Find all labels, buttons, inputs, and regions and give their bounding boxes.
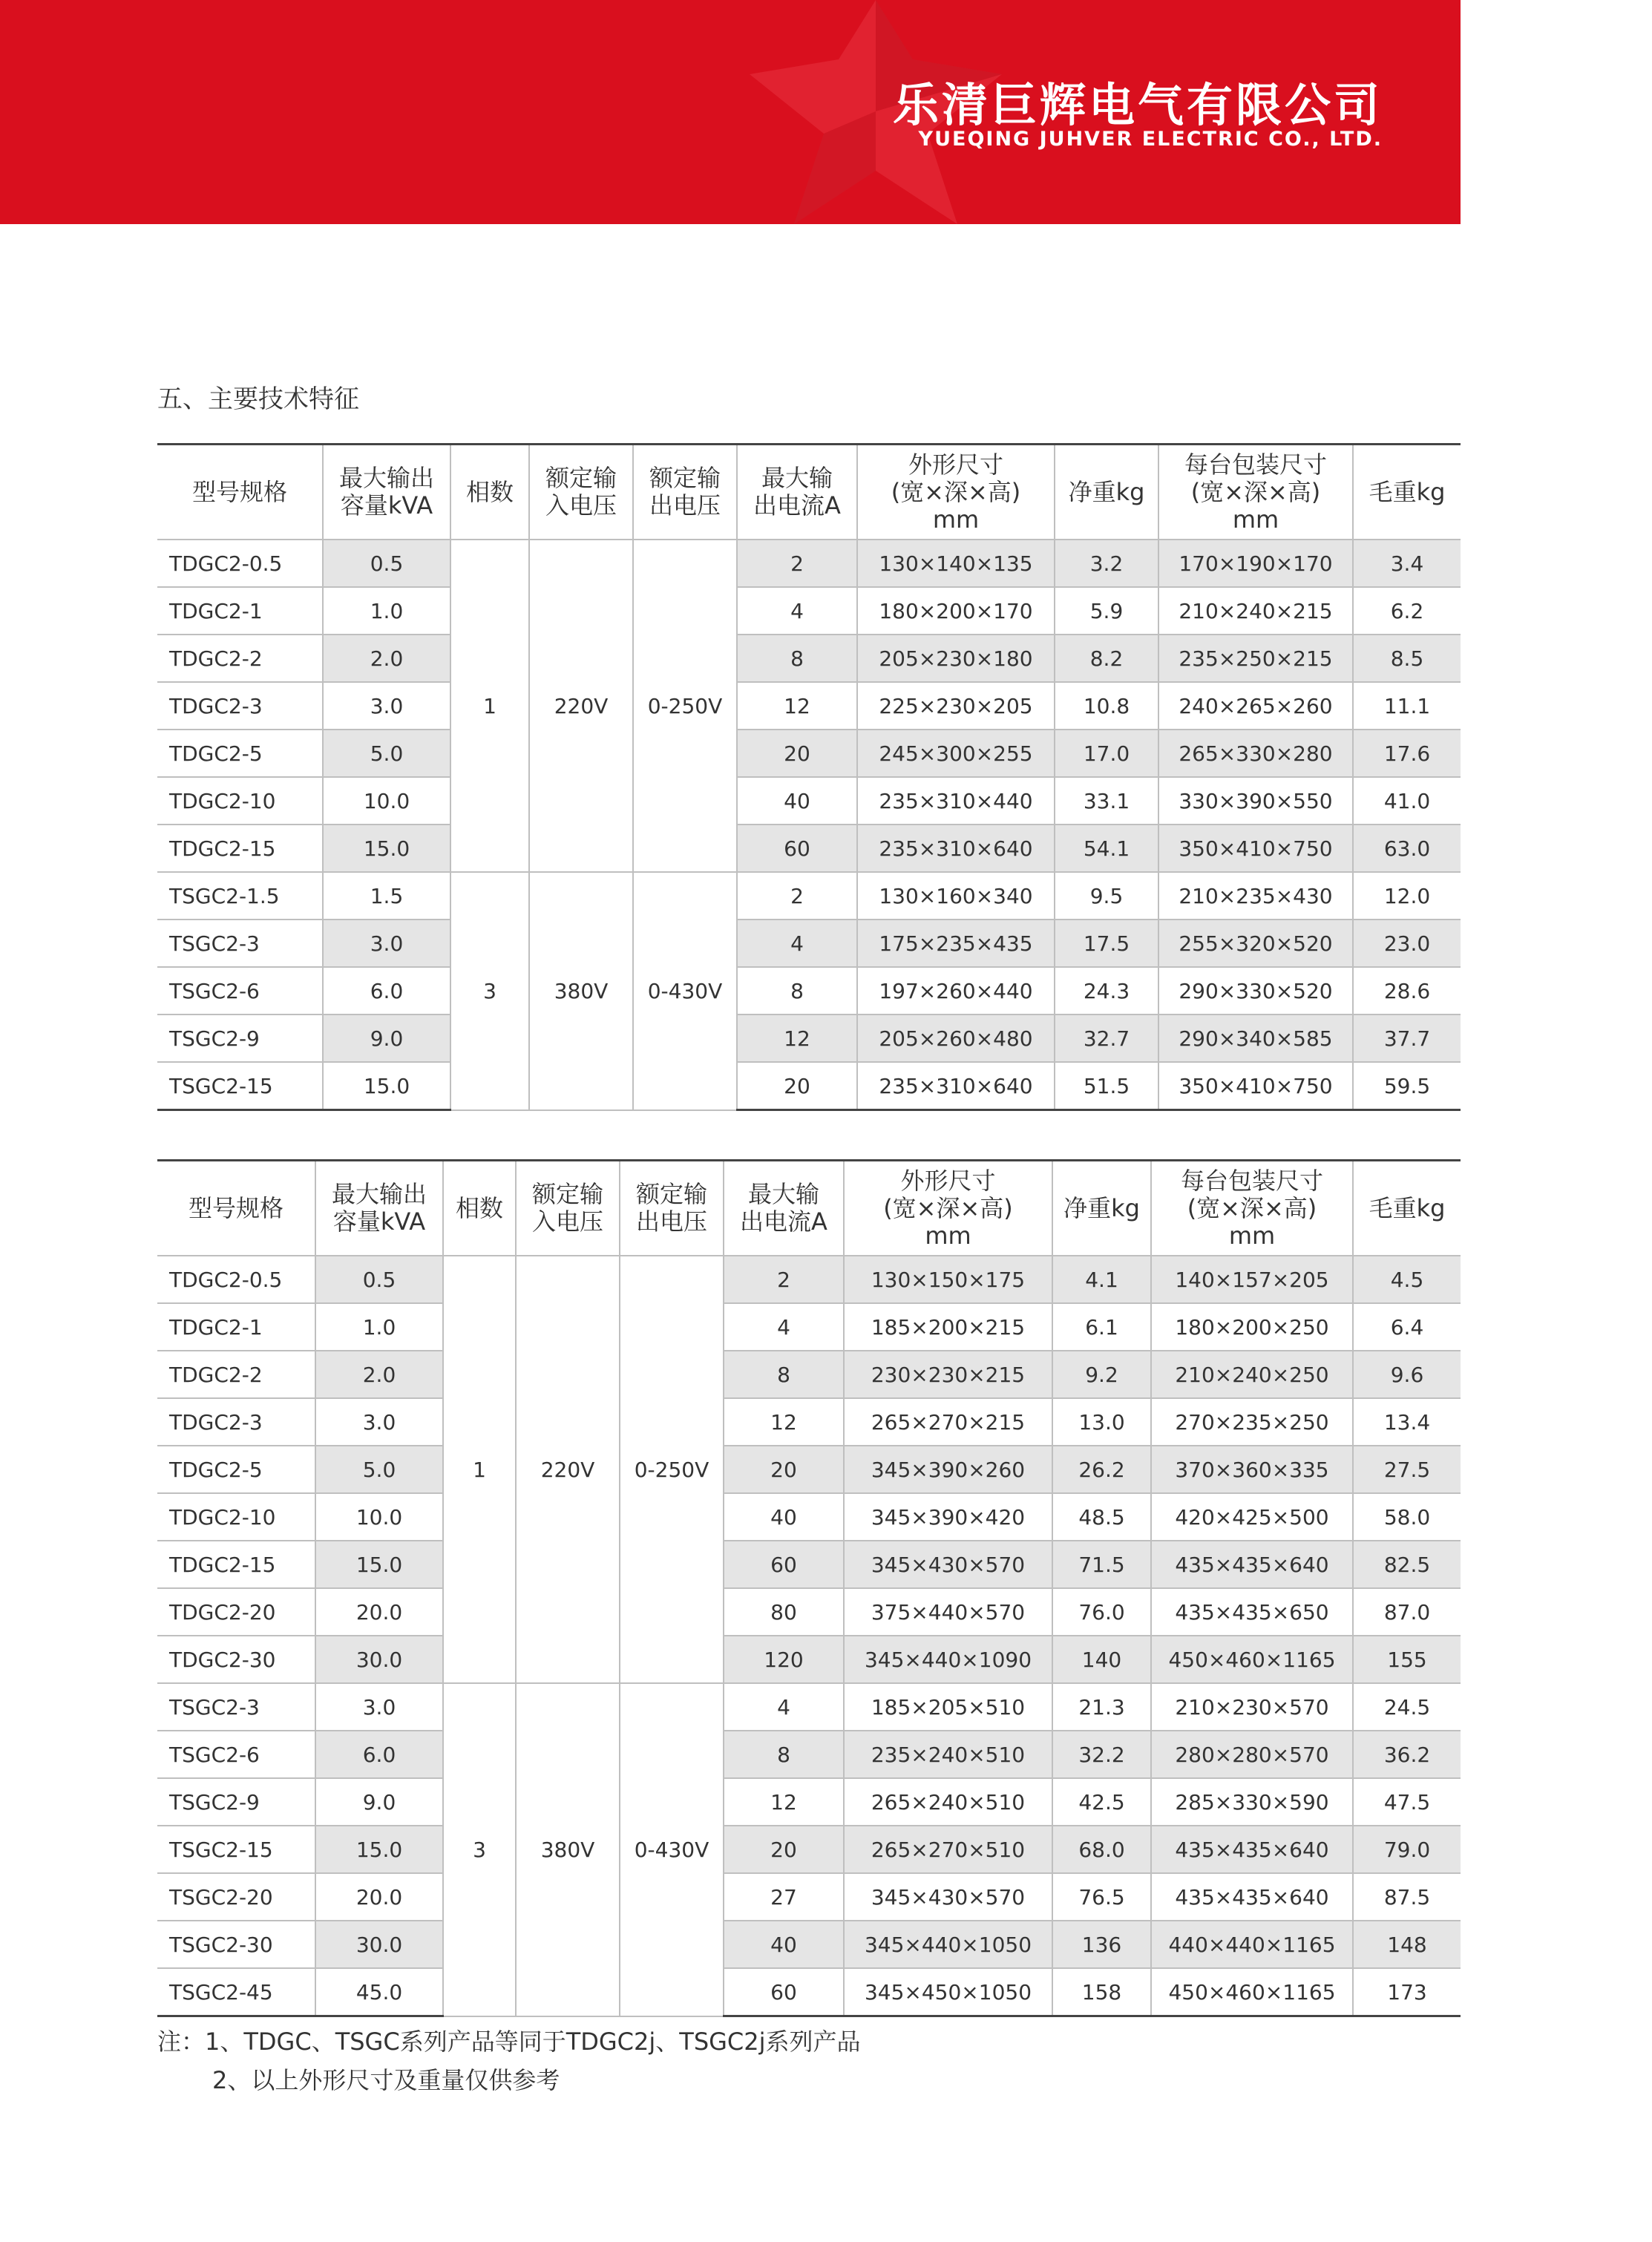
cell-gross-weight: 37.7 [1353,1015,1461,1062]
cell-model: TSGC2-6 [157,1731,315,1778]
cell-package-size: 435×435×650 [1151,1588,1353,1636]
cell-model: TSGC2-15 [157,1062,323,1110]
cell-package-size: 290×340×585 [1158,1015,1353,1062]
cell-model: TDGC2-2 [157,635,323,682]
cell-net-weight: 13.0 [1052,1398,1151,1446]
cell-net-weight: 68.0 [1052,1826,1151,1873]
cell-dimensions: 345×390×260 [844,1446,1052,1493]
cell-dimensions: 235×310×640 [857,825,1055,872]
cell-current: 4 [724,1683,844,1731]
cell-capacity: 15.0 [315,1541,443,1588]
cell-capacity: 0.5 [315,1256,443,1303]
table-row [157,967,1461,1015]
cell-model: TDGC2-1 [157,1303,315,1351]
cell-net-weight: 9.2 [1052,1351,1151,1398]
cell-capacity: 20.0 [315,1873,443,1921]
cell-model: TSGC2-3 [157,1683,315,1731]
cell-current: 40 [724,1493,844,1541]
cell-package-size: 210×240×215 [1158,587,1353,635]
table-row [157,730,1461,777]
cell-package-size: 265×330×280 [1158,730,1353,777]
cell-package-size: 210×240×250 [1151,1351,1353,1398]
cell-capacity: 5.0 [315,1446,443,1493]
column-header: 额定输 入电压 [529,445,633,540]
cell-model: TDGC2-3 [157,1398,315,1446]
cell-gross-weight: 12.0 [1353,872,1461,920]
cell-model: TDGC2-5 [157,730,323,777]
spec-table-1 [157,443,1461,1111]
cell-dimensions: 265×270×510 [844,1826,1052,1873]
cell-current: 20 [737,730,857,777]
cell-capacity: 6.0 [315,1731,443,1778]
cell-current: 60 [724,1968,844,2016]
table-row [157,635,1461,682]
table-row [157,1446,1461,1493]
table-row [157,825,1461,872]
cell-capacity: 10.0 [315,1493,443,1541]
table-row [157,1303,1461,1351]
cell-package-size: 180×200×250 [1151,1303,1353,1351]
column-header: 额定输 出电压 [620,1161,724,1256]
table-row [157,1541,1461,1588]
cell-gross-weight: 79.0 [1353,1826,1461,1873]
cell-capacity: 6.0 [323,967,450,1015]
cell-dimensions: 375×440×570 [844,1588,1052,1636]
cell-input-voltage: 220V [529,540,633,872]
cell-package-size: 290×330×520 [1158,967,1353,1015]
cell-input-voltage: 380V [529,872,633,1110]
cell-current: 2 [724,1256,844,1303]
column-header: 型号规格 [157,1161,315,1256]
cell-model: TDGC2-3 [157,682,323,730]
cell-current: 4 [737,920,857,967]
column-header: 相数 [443,1161,516,1256]
cell-net-weight: 32.7 [1055,1015,1158,1062]
cell-capacity: 15.0 [323,1062,450,1110]
cell-current: 60 [737,825,857,872]
cell-capacity: 15.0 [323,825,450,872]
cell-dimensions: 345×430×570 [844,1873,1052,1921]
cell-dimensions: 130×140×135 [857,540,1055,587]
cell-dimensions: 130×160×340 [857,872,1055,920]
cell-package-size: 435×435×640 [1151,1873,1353,1921]
cell-current: 12 [737,682,857,730]
cell-gross-weight: 17.6 [1353,730,1461,777]
cell-package-size: 210×230×570 [1151,1683,1353,1731]
company-name-cn: 乐清巨辉电气有限公司 [892,78,1383,132]
cell-package-size: 330×390×550 [1158,777,1353,825]
cell-gross-weight: 6.2 [1353,587,1461,635]
note-2: 2、以上外形尺寸及重量仅供参考 [212,2066,560,2094]
cell-net-weight: 21.3 [1052,1683,1151,1731]
cell-current: 4 [737,587,857,635]
section-title: 五、主要技术特征 [157,384,359,414]
table-row [157,1683,1461,1731]
cell-dimensions: 180×200×170 [857,587,1055,635]
header-banner [0,0,1461,224]
cell-net-weight: 54.1 [1055,825,1158,872]
cell-input-voltage: 380V [516,1683,620,2016]
cell-model: TSGC2-9 [157,1778,315,1826]
cell-dimensions: 230×230×215 [844,1351,1052,1398]
table-row [157,872,1461,920]
cell-dimensions: 265×270×215 [844,1398,1052,1446]
column-header: 相数 [450,445,529,540]
cell-net-weight: 140 [1052,1636,1151,1683]
table-row [157,682,1461,730]
cell-dimensions: 345×440×1090 [844,1636,1052,1683]
cell-current: 20 [724,1446,844,1493]
cell-current: 27 [724,1873,844,1921]
cell-current: 12 [724,1778,844,1826]
cell-dimensions: 185×205×510 [844,1683,1052,1731]
cell-dimensions: 235×310×440 [857,777,1055,825]
cell-dimensions: 225×230×205 [857,682,1055,730]
cell-dimensions: 345×430×570 [844,1541,1052,1588]
table-row [157,1968,1461,2016]
column-header: 最大输 出电流A [737,445,857,540]
cell-model: TDGC2-10 [157,1493,315,1541]
cell-model: TDGC2-15 [157,1541,315,1588]
cell-net-weight: 5.9 [1055,587,1158,635]
cell-dimensions: 245×300×255 [857,730,1055,777]
cell-package-size: 270×235×250 [1151,1398,1353,1446]
cell-gross-weight: 63.0 [1353,825,1461,872]
cell-package-size: 210×235×430 [1158,872,1353,920]
cell-capacity: 1.0 [315,1303,443,1351]
column-header: 额定输 入电压 [516,1161,620,1256]
cell-net-weight: 6.1 [1052,1303,1151,1351]
cell-gross-weight: 59.5 [1353,1062,1461,1110]
column-header: 最大输出 容量kVA [323,445,450,540]
cell-capacity: 5.0 [323,730,450,777]
table-row [157,920,1461,967]
column-header: 每台包装尺寸 (宽×深×高) mm [1158,445,1353,540]
cell-net-weight: 17.5 [1055,920,1158,967]
table-row [157,1062,1461,1110]
cell-gross-weight: 82.5 [1353,1541,1461,1588]
cell-capacity: 0.5 [323,540,450,587]
table-row [157,1826,1461,1873]
cell-capacity: 9.0 [315,1778,443,1826]
cell-net-weight: 51.5 [1055,1062,1158,1110]
cell-current: 12 [737,1015,857,1062]
cell-gross-weight: 9.6 [1353,1351,1461,1398]
cell-output-voltage: 0-250V [633,540,737,872]
column-header: 额定输 出电压 [633,445,737,540]
cell-model: TDGC2-2 [157,1351,315,1398]
cell-current: 20 [737,1062,857,1110]
cell-dimensions: 175×235×435 [857,920,1055,967]
cell-net-weight: 33.1 [1055,777,1158,825]
cell-current: 2 [737,540,857,587]
cell-dimensions: 345×450×1050 [844,1968,1052,2016]
cell-model: TSGC2-30 [157,1921,315,1968]
table-row [157,1351,1461,1398]
cell-gross-weight: 28.6 [1353,967,1461,1015]
cell-net-weight: 76.5 [1052,1873,1151,1921]
cell-dimensions: 197×260×440 [857,967,1055,1015]
cell-current: 120 [724,1636,844,1683]
cell-current: 40 [724,1921,844,1968]
cell-net-weight: 48.5 [1052,1493,1151,1541]
cell-model: TDGC2-15 [157,825,323,872]
cell-capacity: 3.0 [315,1683,443,1731]
table-row [157,1921,1461,1968]
cell-capacity: 15.0 [315,1826,443,1873]
cell-gross-weight: 58.0 [1353,1493,1461,1541]
cell-gross-weight: 24.5 [1353,1683,1461,1731]
cell-net-weight: 136 [1052,1921,1151,1968]
cell-dimensions: 130×150×175 [844,1256,1052,1303]
cell-gross-weight: 148 [1353,1921,1461,1968]
cell-package-size: 280×280×570 [1151,1731,1353,1778]
column-header: 每台包装尺寸 (宽×深×高) mm [1151,1161,1353,1256]
cell-capacity: 2.0 [323,635,450,682]
cell-capacity: 1.0 [323,587,450,635]
cell-net-weight: 26.2 [1052,1446,1151,1493]
cell-net-weight: 158 [1052,1968,1151,2016]
cell-model: TSGC2-9 [157,1015,323,1062]
cell-model: TDGC2-20 [157,1588,315,1636]
cell-dimensions: 235×310×640 [857,1062,1055,1110]
cell-dimensions: 345×390×420 [844,1493,1052,1541]
cell-current: 8 [724,1731,844,1778]
cell-net-weight: 4.1 [1052,1256,1151,1303]
cell-dimensions: 185×200×215 [844,1303,1052,1351]
cell-capacity: 3.0 [315,1398,443,1446]
cell-capacity: 30.0 [315,1636,443,1683]
table-row [157,1256,1461,1303]
note-1: 注：1、TDGC、TSGC系列产品等同于TDGC2j、TSGC2j系列产品 [157,2028,861,2056]
cell-phase: 1 [443,1256,516,1683]
cell-gross-weight: 13.4 [1353,1398,1461,1446]
cell-capacity: 9.0 [323,1015,450,1062]
cell-current: 40 [737,777,857,825]
cell-dimensions: 345×440×1050 [844,1921,1052,1968]
cell-output-voltage: 0-430V [620,1683,724,2016]
cell-dimensions: 265×240×510 [844,1778,1052,1826]
column-header: 外形尺寸 (宽×深×高) mm [857,445,1055,540]
table-row [157,1015,1461,1062]
cell-model: TDGC2-0.5 [157,540,323,587]
cell-package-size: 350×410×750 [1158,1062,1353,1110]
cell-capacity: 45.0 [315,1968,443,2016]
cell-gross-weight: 47.5 [1353,1778,1461,1826]
table-row [157,540,1461,587]
notes [157,2022,861,2100]
cell-net-weight: 24.3 [1055,967,1158,1015]
cell-gross-weight: 173 [1353,1968,1461,2016]
cell-package-size: 440×440×1165 [1151,1921,1353,1968]
cell-current: 2 [737,872,857,920]
cell-net-weight: 71.5 [1052,1541,1151,1588]
table-row [157,1778,1461,1826]
cell-capacity: 20.0 [315,1588,443,1636]
cell-package-size: 435×435×640 [1151,1826,1353,1873]
column-header: 外形尺寸 (宽×深×高) mm [844,1161,1052,1256]
cell-current: 8 [737,967,857,1015]
cell-model: TSGC2-3 [157,920,323,967]
table-row [157,1588,1461,1636]
cell-capacity: 3.0 [323,920,450,967]
cell-capacity: 10.0 [323,777,450,825]
table-row [157,1636,1461,1683]
cell-gross-weight: 87.0 [1353,1588,1461,1636]
cell-net-weight: 8.2 [1055,635,1158,682]
cell-model: TSGC2-6 [157,967,323,1015]
table-row [157,1398,1461,1446]
table-row [157,1493,1461,1541]
cell-capacity: 2.0 [315,1351,443,1398]
cell-gross-weight: 36.2 [1353,1731,1461,1778]
cell-net-weight: 76.0 [1052,1588,1151,1636]
cell-input-voltage: 220V [516,1256,620,1683]
cell-phase: 3 [443,1683,516,2016]
cell-current: 8 [737,635,857,682]
cell-net-weight: 9.5 [1055,872,1158,920]
cell-net-weight: 32.2 [1052,1731,1151,1778]
cell-gross-weight: 3.4 [1353,540,1461,587]
cell-gross-weight: 4.5 [1353,1256,1461,1303]
company-name-en: YUEQING JUHVER ELECTRIC CO., LTD. [918,128,1383,151]
cell-current: 80 [724,1588,844,1636]
cell-model: TDGC2-30 [157,1636,315,1683]
cell-package-size: 350×410×750 [1158,825,1353,872]
cell-package-size: 420×425×500 [1151,1493,1353,1541]
cell-model: TSGC2-1.5 [157,872,323,920]
cell-model: TSGC2-20 [157,1873,315,1921]
cell-package-size: 285×330×590 [1151,1778,1353,1826]
cell-current: 4 [724,1303,844,1351]
cell-gross-weight: 27.5 [1353,1446,1461,1493]
cell-package-size: 235×250×215 [1158,635,1353,682]
cell-net-weight: 17.0 [1055,730,1158,777]
cell-dimensions: 205×260×480 [857,1015,1055,1062]
table-row [157,1731,1461,1778]
cell-current: 20 [724,1826,844,1873]
column-header: 净重kg [1052,1161,1151,1256]
cell-phase: 3 [450,872,529,1110]
cell-package-size: 370×360×335 [1151,1446,1353,1493]
column-header: 型号规格 [157,445,323,540]
cell-gross-weight: 6.4 [1353,1303,1461,1351]
cell-model: TDGC2-1 [157,587,323,635]
cell-capacity: 1.5 [323,872,450,920]
cell-net-weight: 10.8 [1055,682,1158,730]
cell-capacity: 30.0 [315,1921,443,1968]
cell-package-size: 240×265×260 [1158,682,1353,730]
cell-net-weight: 3.2 [1055,540,1158,587]
cell-package-size: 450×460×1165 [1151,1968,1353,2016]
cell-net-weight: 42.5 [1052,1778,1151,1826]
cell-current: 60 [724,1541,844,1588]
cell-current: 8 [724,1351,844,1398]
cell-gross-weight: 87.5 [1353,1873,1461,1921]
cell-capacity: 3.0 [323,682,450,730]
cell-gross-weight: 23.0 [1353,920,1461,967]
cell-model: TDGC2-5 [157,1446,315,1493]
column-header: 最大输出 容量kVA [315,1161,443,1256]
cell-model: TDGC2-0.5 [157,1256,315,1303]
cell-phase: 1 [450,540,529,872]
cell-package-size: 170×190×170 [1158,540,1353,587]
cell-package-size: 140×157×205 [1151,1256,1353,1303]
cell-model: TSGC2-45 [157,1968,315,2016]
cell-gross-weight: 11.1 [1353,682,1461,730]
column-header: 毛重kg [1353,1161,1461,1256]
column-header: 毛重kg [1353,445,1461,540]
cell-dimensions: 235×240×510 [844,1731,1052,1778]
cell-gross-weight: 155 [1353,1636,1461,1683]
cell-model: TDGC2-10 [157,777,323,825]
cell-model: TSGC2-15 [157,1826,315,1873]
cell-gross-weight: 41.0 [1353,777,1461,825]
cell-package-size: 255×320×520 [1158,920,1353,967]
column-header: 最大输 出电流A [724,1161,844,1256]
table-row [157,1873,1461,1921]
column-header: 净重kg [1055,445,1158,540]
table-row [157,587,1461,635]
cell-output-voltage: 0-250V [620,1256,724,1683]
cell-dimensions: 205×230×180 [857,635,1055,682]
table-row [157,777,1461,825]
cell-current: 12 [724,1398,844,1446]
cell-gross-weight: 8.5 [1353,635,1461,682]
cell-output-voltage: 0-430V [633,872,737,1110]
spec-table-2 [157,1159,1461,2017]
cell-package-size: 450×460×1165 [1151,1636,1353,1683]
cell-package-size: 435×435×640 [1151,1541,1353,1588]
